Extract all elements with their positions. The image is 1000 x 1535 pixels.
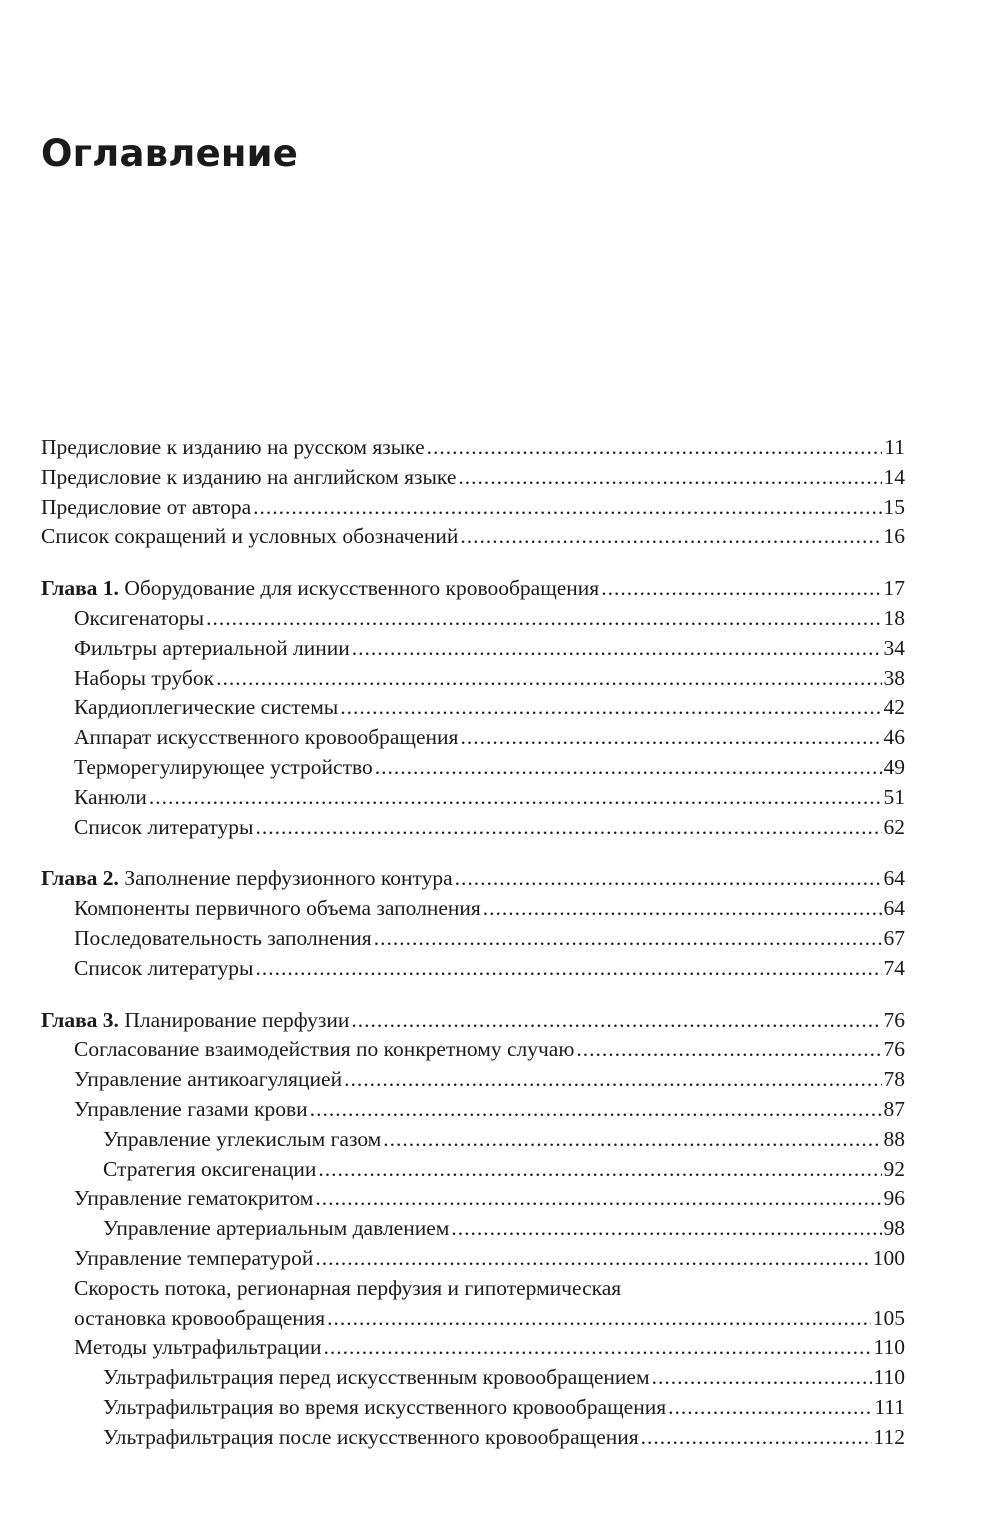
leader-dots [460, 723, 881, 753]
leader-dots [206, 604, 881, 634]
toc-entry[interactable] [41, 954, 905, 984]
toc-entry-page: 64 [883, 896, 905, 921]
leader-dots [668, 1393, 872, 1423]
leader-dots [652, 1363, 872, 1393]
chapter-title [41, 574, 599, 604]
toc-entry-page: 92 [883, 1156, 905, 1181]
chapter-1-section [41, 574, 905, 842]
leader-dots [641, 1423, 872, 1453]
toc-entry-page: 96 [883, 1186, 905, 1211]
toc-entry-page: 42 [883, 695, 905, 720]
toc-entry-title: Управление газами крови [74, 1096, 308, 1121]
chapter-name: Оборудование для искусственного кровообращения [118, 576, 600, 601]
toc-entry[interactable] [41, 753, 905, 783]
toc-entry-title: Список литературы [74, 814, 254, 839]
toc-entry[interactable] [41, 1244, 905, 1274]
chapter-label: Глава 1. [41, 576, 119, 601]
toc-entry-page: 34 [883, 635, 905, 660]
toc-subentry[interactable] [41, 1363, 905, 1393]
toc-entry-page: 110 [873, 1365, 905, 1390]
leader-dots [327, 1304, 871, 1334]
toc-entry[interactable] [41, 894, 905, 924]
toc-entry-title: Предисловие к изданию на английском языке [41, 464, 457, 489]
toc-entry-title: Ультрафильтрация перед искусственным кровообращением [103, 1365, 650, 1390]
toc-entry[interactable] [41, 1095, 905, 1125]
leader-dots [374, 924, 882, 954]
toc-entry-title: Управление гематокритом [74, 1186, 314, 1211]
leader-dots [318, 1155, 881, 1185]
leader-dots [576, 1035, 881, 1065]
toc-entry-page: 11 [884, 435, 905, 459]
toc-entry-page: 105 [872, 1305, 905, 1330]
toc-entry[interactable] [41, 813, 905, 843]
toc-chapter-entry[interactable] [41, 574, 905, 604]
chapter-name: Заполнение перфузионного контура [118, 866, 453, 891]
toc-entry-page: 64 [883, 866, 905, 891]
toc-entry[interactable] [41, 924, 905, 954]
toc-entry-line2 [74, 1304, 905, 1334]
toc-entry-page: 76 [883, 1037, 905, 1062]
toc-multiline-entry[interactable] [41, 1274, 905, 1334]
toc-subentry[interactable] [41, 1393, 905, 1423]
page-title: Оглавление [41, 132, 299, 175]
toc-chapter-entry[interactable] [41, 1006, 905, 1036]
toc-entry-title: Предисловие от автора [41, 494, 252, 519]
toc-subentry[interactable] [41, 1125, 905, 1155]
leader-dots [323, 1333, 871, 1363]
leader-dots [451, 1214, 881, 1244]
toc-entry-title: Фильтры артериальной линии [74, 635, 350, 660]
toc-entry-page: 78 [883, 1067, 905, 1092]
chapter-2-section [41, 864, 905, 983]
toc-entry-page: 17 [883, 576, 905, 601]
toc-entry-page: 14 [883, 464, 905, 489]
toc-entry-page: 16 [883, 524, 905, 549]
leader-dots [315, 1184, 881, 1214]
toc-entry-page: 100 [872, 1245, 905, 1270]
toc-subentry[interactable] [41, 1214, 905, 1244]
toc-entry-title: Управление температурой [74, 1245, 314, 1270]
toc-entry[interactable] [41, 693, 905, 723]
toc-entry-title: Наборы трубок [74, 665, 215, 690]
toc-entry-title-line1: Скорость потока, регионарная перфузия и гипотермическая [74, 1275, 622, 1300]
toc-entry[interactable] [41, 783, 905, 813]
toc-entry[interactable] [41, 604, 905, 634]
chapter-3-section [41, 1006, 905, 1453]
chapter-title [41, 1006, 349, 1036]
toc-entry[interactable] [41, 463, 905, 493]
leader-dots [352, 634, 882, 664]
toc-entry-title: Список литературы [74, 955, 254, 980]
toc-entry-title: Терморегулирующее устройство [74, 754, 373, 779]
toc-entry[interactable] [41, 1035, 905, 1065]
leader-dots [344, 1065, 881, 1095]
toc-entry-title: Управление артериальным давлением [103, 1216, 450, 1241]
leader-dots [310, 1095, 882, 1125]
chapter-name: Планирование перфузии [118, 1007, 350, 1032]
toc-entry-page: 112 [873, 1424, 905, 1449]
toc-entry-page: 67 [883, 925, 905, 950]
toc-entry[interactable] [41, 1184, 905, 1214]
leader-dots [351, 1006, 881, 1036]
toc-entry[interactable] [41, 1065, 905, 1095]
toc-entry-title: Управление антикоагуляцией [74, 1067, 343, 1092]
table-of-contents [41, 433, 905, 1475]
toc-entry-page: 74 [883, 955, 905, 980]
toc-entry-title: Аппарат искусственного кровообращения [74, 725, 459, 750]
toc-entry-title: Согласование взаимодействия по конкретному случаю [74, 1037, 575, 1062]
toc-entry-title: Компоненты первичного объема заполнения [74, 896, 481, 921]
toc-entry-title: Управление углекислым газом [103, 1126, 382, 1151]
toc-entry-title: Кардиоплегические системы [74, 695, 339, 720]
toc-entry-page: 111 [874, 1394, 905, 1419]
leader-dots [216, 664, 881, 694]
toc-entry-title: Последовательность заполнения [74, 925, 372, 950]
toc-entry[interactable] [41, 522, 905, 552]
toc-entry-page: 51 [883, 784, 905, 809]
toc-entry-page: 98 [883, 1216, 905, 1241]
toc-entry-page: 38 [883, 665, 905, 690]
toc-subentry[interactable] [41, 1423, 905, 1453]
toc-chapter-entry[interactable] [41, 864, 905, 894]
toc-entry[interactable] [41, 1333, 905, 1363]
chapter-label: Глава 2. [41, 866, 119, 891]
leader-dots [601, 574, 881, 604]
toc-entry-page: 46 [883, 725, 905, 750]
toc-entry-page: 18 [883, 605, 905, 630]
toc-entry-title: Ультрафильтрация во время искусственного кровообращения [103, 1394, 667, 1419]
toc-entry-title: Список сокращений и условных обозначений [41, 524, 459, 549]
toc-entry-page: 110 [873, 1335, 905, 1360]
leader-dots [255, 954, 881, 984]
leader-dots [483, 894, 882, 924]
toc-entry-title: Стратегия оксигенации [103, 1156, 317, 1181]
toc-subentry[interactable] [41, 1155, 905, 1185]
leader-dots [455, 864, 882, 894]
leader-dots [458, 463, 881, 493]
toc-entry-title: Ультрафильтрация после искусственного кровообращения [103, 1424, 639, 1449]
toc-entry-page: 62 [883, 814, 905, 839]
toc-entry[interactable] [41, 723, 905, 753]
toc-entry-page: 49 [883, 754, 905, 779]
toc-entry-page: 15 [883, 494, 905, 519]
toc-entry-page: 87 [883, 1096, 905, 1121]
leader-dots [315, 1244, 870, 1274]
leader-dots [149, 783, 882, 813]
toc-entry[interactable] [41, 634, 905, 664]
toc-entry[interactable] [41, 433, 905, 463]
toc-entry-title: Предисловие к изданию на русском языке [41, 435, 425, 459]
leader-dots [340, 693, 881, 723]
toc-entry-title-line2: остановка кровообращения [74, 1305, 326, 1330]
toc-entry-page: 76 [883, 1007, 905, 1032]
toc-entry[interactable] [41, 493, 905, 523]
toc-entry-page: 88 [883, 1126, 905, 1151]
leader-dots [375, 753, 882, 783]
chapter-label: Глава 3. [41, 1007, 119, 1032]
chapter-title [41, 864, 453, 894]
toc-entry-title: Оксигенаторы [74, 605, 205, 630]
toc-entry[interactable] [41, 664, 905, 694]
toc-entry-title: Канюли [74, 784, 147, 809]
leader-dots [383, 1125, 881, 1155]
front-matter-section [41, 433, 905, 552]
leader-dots [255, 813, 881, 843]
leader-dots [460, 522, 881, 552]
leader-dots [427, 433, 883, 463]
leader-dots [253, 493, 881, 523]
toc-entry-title: Методы ультрафильтрации [74, 1335, 322, 1360]
